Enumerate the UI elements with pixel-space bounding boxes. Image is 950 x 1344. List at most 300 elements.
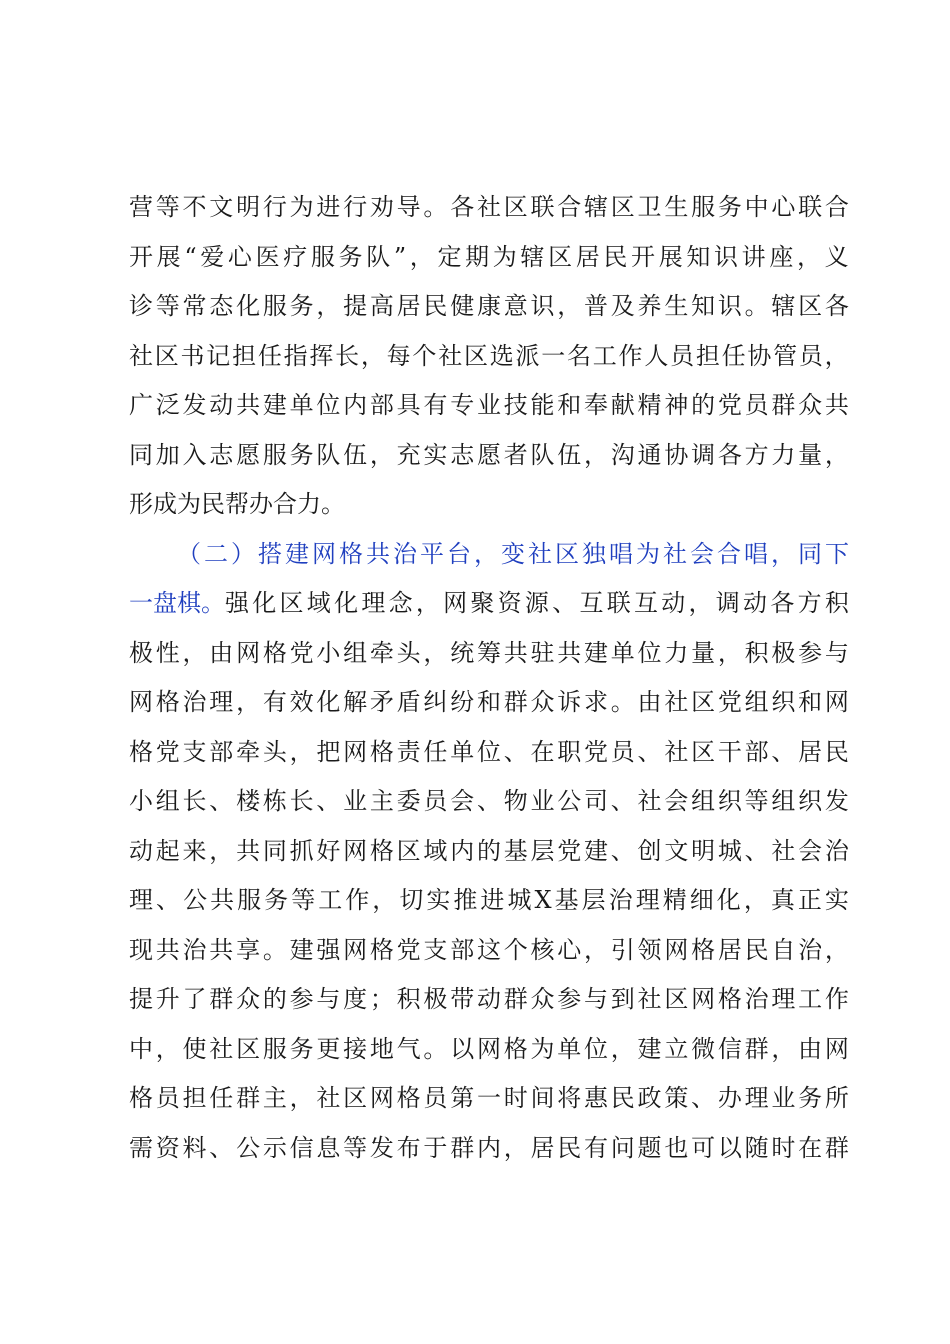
glyph: 责	[396, 737, 421, 766]
glyph: 支	[423, 935, 448, 964]
glyph: 为	[530, 1034, 555, 1063]
glyph: 服	[691, 193, 716, 221]
glyph: 时	[771, 1133, 796, 1162]
document-body	[129, 183, 849, 1173]
glyph: 服	[262, 440, 287, 469]
section-heading-line-1	[129, 530, 849, 580]
glyph: 共	[824, 391, 849, 419]
glyph: 疗	[283, 242, 308, 271]
glyph: 业	[530, 787, 555, 815]
glyph: 理	[361, 589, 386, 617]
glyph: 题	[637, 1133, 662, 1162]
glyph: 中	[744, 193, 769, 221]
glyph: 众	[530, 688, 555, 716]
glyph: 与	[316, 985, 341, 1013]
glyph: 区	[691, 737, 716, 766]
glyph: 群	[450, 1133, 475, 1162]
glyph: 、	[610, 836, 635, 865]
glyph: 务	[289, 1034, 314, 1063]
glyph: 职	[557, 737, 582, 766]
glyph: 积	[824, 589, 849, 617]
glyph: 使	[182, 1034, 207, 1063]
glyph: 等	[343, 1133, 368, 1162]
glyph: 劝	[369, 193, 394, 221]
glyph: 等	[291, 886, 316, 914]
glyph: 物	[503, 787, 528, 815]
glyph: 队	[366, 242, 391, 271]
glyph: 辖	[520, 242, 545, 271]
glyph: 知	[691, 292, 716, 320]
glyph: 具	[396, 391, 421, 419]
glyph: 一	[541, 341, 566, 370]
glyph: 伍	[343, 440, 368, 469]
glyph: 服	[237, 886, 262, 914]
glyph: 员	[670, 341, 695, 370]
glyph: 、	[209, 1133, 234, 1162]
glyph: 营	[129, 193, 153, 221]
glyph: 接	[343, 1034, 368, 1063]
glyph: 以	[717, 1133, 742, 1162]
glyph: 神	[664, 391, 689, 419]
glyph: 积	[396, 985, 421, 1013]
glyph: 性	[155, 638, 180, 667]
glyph: 心	[771, 193, 796, 221]
glyph: 文	[664, 836, 689, 865]
glyph: 众	[530, 985, 555, 1013]
glyph: 辖	[584, 193, 609, 221]
glyph: ，	[360, 341, 385, 370]
glyph: 志	[450, 440, 475, 469]
glyph: 实	[426, 886, 451, 914]
glyph: 的	[262, 985, 287, 1013]
glyph: 升	[155, 985, 180, 1013]
glyph: 党	[717, 391, 742, 419]
glyph: 位	[476, 737, 501, 766]
glyph: 域	[423, 836, 448, 865]
glyph: 会	[664, 787, 689, 815]
glyph: ”	[393, 242, 407, 271]
glyph: 医	[255, 242, 280, 271]
glyph: 间	[530, 1084, 555, 1112]
glyph: 度	[343, 985, 368, 1013]
glyph: 行	[262, 193, 287, 221]
glyph: 域	[306, 589, 331, 617]
glyph: 问	[610, 1133, 635, 1162]
glyph: 区	[343, 1084, 368, 1112]
glyph: 提	[343, 292, 368, 320]
glyph: 态	[209, 292, 234, 320]
glyph: 内	[476, 1133, 501, 1162]
glyph: 网	[343, 935, 368, 964]
glyph: 真	[770, 886, 795, 914]
glyph: ，	[824, 341, 849, 370]
glyph: 纠	[423, 688, 448, 716]
glyph: 业	[771, 1084, 796, 1112]
glyph: 通	[637, 440, 662, 469]
glyph: 各	[824, 292, 849, 320]
glyph: 高	[369, 292, 394, 320]
glyph: 社	[209, 1034, 234, 1063]
glyph: 生	[664, 292, 689, 320]
glyph: 到	[610, 985, 635, 1013]
glyph: 网	[476, 1034, 501, 1063]
glyph: 好	[316, 836, 341, 865]
paragraph2-line-3	[129, 678, 849, 728]
glyph: 组	[771, 787, 796, 815]
glyph: 力	[664, 638, 689, 667]
glyph: 共	[503, 638, 528, 667]
glyph: 头	[396, 638, 421, 667]
glyph: 社	[476, 193, 501, 221]
glyph: 社	[771, 836, 796, 865]
glyph: 、	[476, 787, 501, 815]
glyph: 进	[480, 886, 505, 914]
glyph: 发	[369, 1133, 394, 1162]
glyph: 有	[423, 391, 448, 419]
glyph: 辖	[771, 292, 796, 320]
glyph: 地	[369, 1034, 394, 1063]
glyph: 担	[695, 341, 720, 370]
glyph: 动	[661, 589, 686, 617]
glyph: 作	[618, 341, 643, 370]
glyph: 独	[582, 539, 606, 568]
glyph: 由	[798, 1034, 823, 1063]
glyph: 定	[437, 242, 462, 271]
glyph: 务	[717, 193, 742, 221]
glyph: ，	[289, 737, 314, 766]
glyph: 牵	[236, 737, 261, 766]
glyph: 康	[476, 292, 501, 320]
glyph: 层	[530, 836, 555, 865]
paragraph2-line-4	[129, 728, 849, 778]
glyph: ，	[155, 1034, 180, 1063]
glyph: 管	[773, 341, 798, 370]
glyph: 务	[798, 1084, 823, 1112]
glyph: 意	[503, 292, 528, 320]
glyph: 内	[343, 391, 368, 419]
glyph: 层	[581, 886, 606, 914]
glyph: 部	[209, 737, 234, 766]
glyph: 个	[503, 935, 528, 964]
glyph: 强	[316, 935, 341, 964]
glyph: 等	[155, 292, 180, 320]
glyph: 信	[289, 1133, 314, 1162]
glyph: 司	[584, 787, 609, 815]
glyph: “	[184, 242, 197, 271]
glyph: 统	[450, 638, 475, 667]
glyph: 栋	[262, 787, 287, 815]
glyph: 常	[182, 292, 207, 320]
glyph: 任	[423, 737, 448, 766]
glyph: 现	[129, 935, 153, 964]
glyph: 理	[635, 886, 660, 914]
glyph: 居	[575, 242, 600, 271]
glyph: 任	[257, 341, 282, 370]
glyph: 建	[584, 638, 609, 667]
glyph: 民	[610, 1084, 635, 1112]
glyph: ，	[584, 935, 609, 964]
glyph: 队	[316, 440, 341, 469]
glyph: 导	[396, 193, 421, 221]
paragraph2-line-2	[129, 629, 849, 679]
glyph: 格	[129, 737, 153, 766]
glyph: 盾	[396, 688, 421, 716]
paragraph2-line-12	[129, 1124, 849, 1174]
glyph: 推	[453, 886, 478, 914]
paragraph1-line-7	[129, 480, 849, 530]
glyph: 信	[717, 1034, 742, 1063]
glyph: 立	[664, 1034, 689, 1063]
glyph: 众	[798, 391, 823, 419]
glyph: 理	[209, 688, 234, 716]
glyph: 社	[664, 688, 689, 716]
glyph: 广	[129, 391, 153, 419]
glyph: 区	[555, 539, 579, 568]
glyph: 员	[744, 391, 769, 419]
glyph: 创	[637, 836, 662, 865]
paragraph1-line-4	[129, 332, 849, 382]
glyph: 有	[262, 688, 287, 716]
glyph: 领	[637, 935, 662, 964]
glyph: ，	[474, 539, 498, 568]
glyph: 单	[557, 1034, 582, 1063]
glyph: 。	[262, 935, 287, 964]
glyph: 员	[155, 1084, 180, 1112]
glyph: 以	[450, 1034, 475, 1063]
glyph: 队	[530, 440, 555, 469]
glyph: 各	[717, 440, 742, 469]
glyph: 网	[824, 1034, 849, 1063]
glyph: 单	[450, 737, 475, 766]
glyph: 一	[476, 1084, 501, 1112]
glyph: 献	[610, 391, 635, 419]
glyph: 民	[557, 1133, 582, 1162]
glyph: 民	[603, 242, 628, 271]
glyph: 源	[524, 589, 549, 617]
glyph: 各	[450, 193, 475, 221]
glyph: 牵	[369, 638, 394, 667]
glyph: 会	[690, 539, 714, 568]
glyph: 公	[183, 886, 208, 914]
glyph: 工	[592, 341, 617, 370]
glyph: 织	[717, 787, 742, 815]
glyph: 群	[503, 985, 528, 1013]
glyph: 组	[744, 688, 769, 716]
glyph: 等	[744, 787, 769, 815]
glyph: 文	[209, 193, 234, 221]
glyph: 担	[232, 341, 257, 370]
glyph: 联	[606, 589, 631, 617]
glyph: 享	[236, 935, 261, 964]
glyph: 与	[824, 638, 849, 667]
paragraph2-line-1	[129, 579, 849, 629]
glyph: 组	[343, 638, 368, 667]
glyph: 治	[182, 935, 207, 964]
glyph: 党	[557, 836, 582, 865]
glyph: 诊	[129, 292, 153, 320]
glyph: 员	[798, 341, 823, 370]
glyph: 群	[236, 1084, 261, 1112]
glyph: 织	[771, 688, 796, 716]
glyph: 务	[264, 886, 289, 914]
glyph: 微	[691, 1034, 716, 1063]
glyph: 记	[206, 341, 231, 370]
glyph: 务	[289, 440, 314, 469]
glyph: 政	[637, 1084, 662, 1112]
glyph: 网	[691, 985, 716, 1013]
paragraph2-line-9	[129, 975, 849, 1025]
glyph: 于	[423, 1133, 448, 1162]
glyph: 将	[557, 1084, 582, 1112]
glyph: 知	[686, 242, 711, 271]
glyph: 网	[443, 589, 468, 617]
glyph: 方	[797, 589, 822, 617]
glyph: 理	[744, 1084, 769, 1112]
glyph: 共	[557, 638, 582, 667]
glyph: 强	[225, 589, 249, 617]
glyph: 明	[236, 193, 261, 221]
glyph: ，	[316, 292, 341, 320]
glyph: 息	[316, 1133, 341, 1162]
glyph: 料	[182, 1133, 207, 1162]
glyph: 网	[236, 638, 261, 667]
glyph: 部	[744, 737, 769, 766]
glyph: 开	[129, 242, 153, 271]
glyph: 行	[343, 193, 368, 221]
glyph: 资	[155, 1133, 180, 1162]
glyph: 、	[610, 787, 635, 815]
glyph: 公	[557, 787, 582, 815]
glyph: ，	[372, 886, 397, 914]
glyph: 有	[584, 1133, 609, 1162]
glyph: 动	[743, 589, 768, 617]
glyph: 共	[366, 539, 390, 568]
paragraph1-line-1	[129, 183, 849, 233]
glyph: 位	[637, 638, 662, 667]
glyph: 由	[209, 638, 234, 667]
glyph: 社	[637, 787, 662, 815]
glyph: 专	[450, 391, 475, 419]
glyph: ，	[771, 539, 795, 568]
glyph: 格	[262, 638, 287, 667]
glyph: 搭	[258, 539, 282, 568]
glyph: 来	[182, 836, 207, 865]
glyph: 楼	[236, 787, 261, 815]
glyph: 可	[691, 1133, 716, 1162]
glyph: 不	[182, 193, 207, 221]
paragraph2-line-10	[129, 1025, 849, 1075]
glyph: 化	[316, 688, 341, 716]
glyph: 任	[209, 1084, 234, 1112]
glyph: 组	[155, 787, 180, 815]
glyph: 实	[423, 440, 448, 469]
glyph: 养	[637, 292, 662, 320]
glyph: 工	[798, 985, 823, 1013]
glyph: 及	[610, 292, 635, 320]
glyph: 的	[476, 836, 501, 865]
glyph: 能	[530, 391, 555, 419]
glyph: 中	[129, 1034, 153, 1063]
glyph: 城	[717, 836, 742, 865]
glyph: ，	[182, 638, 207, 667]
glyph: 长	[289, 787, 314, 815]
glyph: 、	[552, 589, 577, 617]
glyph: 同	[262, 836, 287, 865]
glyph: 位	[584, 1034, 609, 1063]
glyph: 长	[182, 787, 207, 815]
glyph: 格	[369, 935, 394, 964]
glyph: 、	[637, 737, 662, 766]
glyph: 方	[744, 440, 769, 469]
glyph: 健	[450, 292, 475, 320]
glyph: 格	[717, 985, 742, 1013]
glyph: 唱	[744, 539, 768, 568]
glyph: 织	[798, 787, 823, 815]
glyph: 参	[289, 985, 314, 1013]
glyph: 单	[610, 638, 635, 667]
glyph: 社	[663, 539, 687, 568]
paragraph2-line-1-rest	[225, 579, 849, 629]
glyph: 入	[182, 440, 207, 469]
glyph: 调	[715, 589, 740, 617]
paragraph1-line-5	[129, 381, 849, 431]
glyph: 格	[503, 1034, 528, 1063]
glyph: ）	[231, 539, 255, 568]
glyph: （	[177, 539, 201, 568]
glyph: 名	[567, 341, 592, 370]
glyph: 服	[262, 1034, 287, 1063]
glyph: 极	[423, 985, 448, 1013]
section-heading-line-2: 一盘棋。	[129, 589, 225, 617]
glyph: 区	[279, 589, 304, 617]
glyph: 作	[824, 985, 849, 1013]
glyph: 展	[658, 242, 683, 271]
glyph: 等	[155, 193, 180, 221]
glyph: 气	[396, 1034, 421, 1063]
glyph: 求	[584, 688, 609, 716]
glyph: 治	[393, 539, 417, 568]
glyph: 挥	[309, 341, 334, 370]
glyph: 党	[584, 737, 609, 766]
glyph: 办	[717, 1084, 742, 1112]
glyph: 矛	[369, 688, 394, 716]
glyph: 业	[476, 391, 501, 419]
glyph: 党	[717, 688, 742, 716]
glyph: 公	[236, 1133, 261, 1162]
glyph: 部	[369, 391, 394, 419]
glyph: 和	[798, 688, 823, 716]
glyph: 网	[129, 688, 153, 716]
glyph: 精	[662, 886, 687, 914]
glyph: 技	[503, 391, 528, 419]
glyph: 、	[156, 886, 181, 914]
glyph: 提	[129, 985, 153, 1013]
glyph: 每	[386, 341, 411, 370]
glyph: 展	[156, 242, 181, 271]
glyph: 群	[503, 688, 528, 716]
glyph: 民	[423, 292, 448, 320]
glyph: 积	[744, 638, 769, 667]
glyph: 下	[825, 539, 849, 568]
glyph: 在	[798, 1133, 823, 1162]
glyph: 党	[289, 638, 314, 667]
glyph: 协	[664, 440, 689, 469]
glyph: 诉	[557, 688, 582, 716]
glyph: 发	[182, 391, 207, 419]
glyph: 区	[610, 193, 635, 221]
glyph: 沟	[610, 440, 635, 469]
glyph: 动	[476, 985, 501, 1013]
